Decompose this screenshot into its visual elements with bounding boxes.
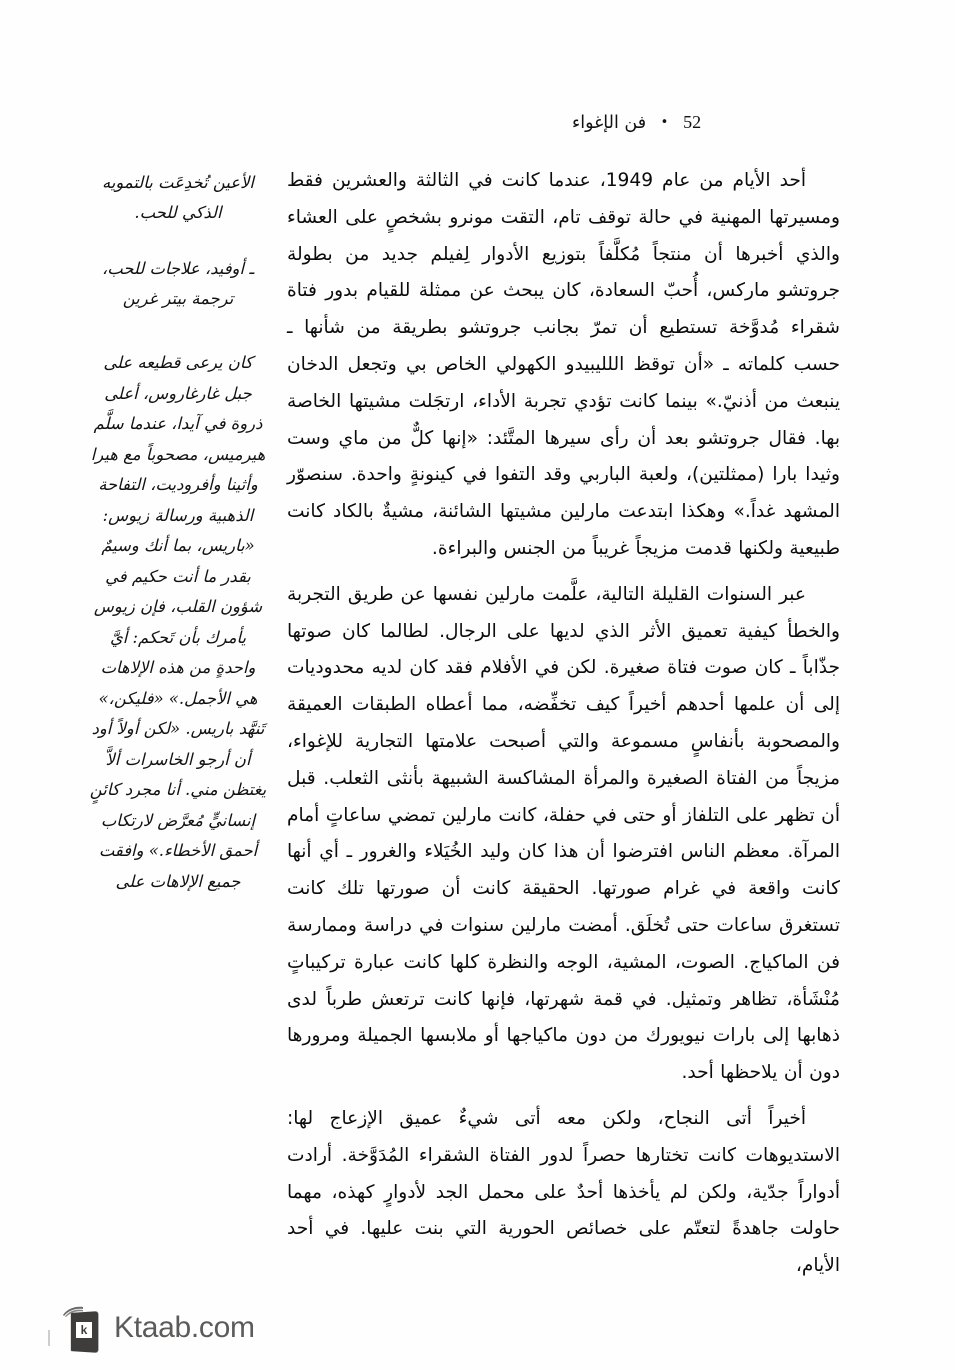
running-head	[572, 112, 872, 133]
paragraph-text-2: عبر السنوات القليلة التالية، علَّمت مارلين نفسها عن طريق التجربة والخطأ كيفية تعميق الأثر الذي لديها على الرجال. لطالما كان صوتها جذّاباً ـ كان صوت فتاة صغيرة. لكن في الأفلام فقد كان لديه محدوديات إلى أن علمها أحدهم أخيراً كيف تخفِّضه، مما أعطاه الطبقات العميقة والمصحوبة بأنفاسٍ مسموعة والتي أصبحت علامتها التجارية للإغواء، مزيجاً من الفتاة الصغيرة والمرأة المشاكسة الشبيهة بأنثى الثعلب. قبل أن تظهر على التلفاز أو حتى في حفلة، كانت مارلين تمضي ساعاتٍ أمام المرآة. معظم الناس افترضوا أن هذا كان وليد الخُيَلاء والغرور ـ أي أنها كانت واقعة في غرام صورتها. الحقيقة كانت أن صورتها تلك كانت تستغرق ساعات حتى تُخلَق. أمضت مارلين سنوات في دراسة وممارسة فن الماكياج. الصوت، المشية، الوجه والنظرة كلها كانت عبارة تركيباتٍ مُنْشَأة، تظاهر وتمثيل. في قمة شهرتها، فإنها كانت ترتعش طرباً لدى ذهابها إلى بارات نيويورك من دون ماكياجها أو ملابسها الجميلة ومرورها دون أن يلاحظها أحد.	[287, 583, 840, 1084]
margin-notes-column	[89, 168, 267, 923]
body-paragraph	[287, 1101, 840, 1285]
margin-note-ovid-attribution: ـ أوفيد، علاجات للحب، ترجمة بيتر غرين	[101, 259, 255, 308]
book-icon	[62, 1304, 104, 1352]
watermark-brand: Ktaab.com	[114, 1311, 255, 1344]
body-text-column	[287, 163, 840, 1294]
margin-note-ovid-quote: الأعين تُخدِعَت بالتمويه الذكي للحب.	[102, 173, 254, 222]
body-paragraph	[287, 577, 840, 1092]
paragraph-text-1: أحد الأيام من عام 1949، عندما كانت في الثالثة والعشرين فقط ومسيرتها المهنية في حالة توقف تام، التقت مونرو بشخصٍ على العشاء والذي أخبرها أن منتجاً مُكلَّفاً بتوزيع الأدوار لِفيلم جديد من بطولة جروتشو ماركس، أُحبّ السعادة، كان يبحث عن ممثلة للقيام بدور فتاة شقراء مُدوَّخة تستطيع أن تمرّ بجانب جروتشو بطريقة من شأنها ـ حسب كلماته ـ «أن توقظ اللليبيدو الكهولي الخاص بي وتجعل الدخان ينبعث من أذنيّ.» بينما كانت تؤدي تجربة الأداء، ارتجَلت مشيتها الخاصة بها. فقال جروتشو بعد أن رأى سيرها المتَّئد: «إنها كلٌّ من ماي وست وثيدا بارا (ممثلتين)، ولعبة الباربي وقد التفوا في كينونةٍ واحدة. سنصوّر المشهد غداً.» وهكذا ابتدعت مارلين مشيتها الشائنة، مشيةٌ بالكاد كانت طبيعية ولكنها قدمت مزيجاً غريباً من الجنس والبراءة.	[287, 170, 840, 559]
page-edge-tick	[48, 1330, 50, 1346]
page-number: 52	[683, 112, 702, 132]
running-head-separator: •	[660, 115, 669, 130]
watermark	[62, 1304, 255, 1352]
book-title: فن الإغواء	[572, 113, 647, 133]
paragraph-text-3: أخيراً أتى النجاح، ولكن معه أتى شيءٌ عميق الإزعاج لها: الاستديوهات كانت تختارها حصراً لدور الفتاة الشقراء المُدَوَّخة. أرادت أدواراً جدّية، ولكن لم يأخذها أحدٌ على محمل الجد لأدوارٍ كهذه، مهما حاولت جاهدةً لتعتّم على خصائص الحورية التي بنت عليها. في أحد الأيام،	[287, 1107, 840, 1277]
body-paragraph	[287, 163, 840, 568]
book-letter: k	[76, 1322, 92, 1338]
margin-note-paris-judgement: كان يرعى قطيعه على جبل غارغاروس، أعلى ذروة في آيدا، عندما سلَّم هيرميس، مصحوباً مع هيرا وأثينا وأفروديت، التفاحة الذهبية ورسالة زيوس: «باريس، بما أنك وسيمٌ بقدر ما أنت حكيم في شؤون القلب، فإن زيوس يأمرك بأن تَحكم: أيَّ واحدةٍ من هذه الإلاهات هي الأجمل.» «فليكن،» تَنهَّد باريس. «لكن أولاً أود أن أرجو الخاسرات ألاَّ يغتظن مني. أنا مجرد كائنٍ إنسانيٍّ مُعرَّض لارتكاب أحمق الأخطاء.» وافقت جميع الإلاهات على	[89, 353, 267, 891]
